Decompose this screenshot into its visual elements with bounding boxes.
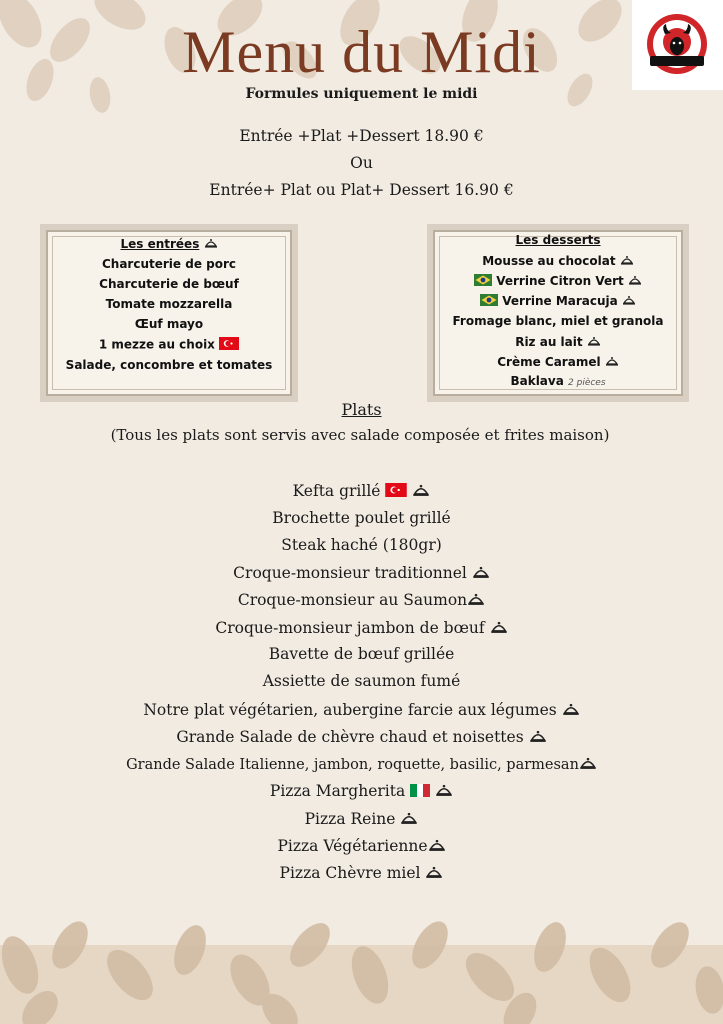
plat-row: [0, 618, 723, 640]
cloche-dish-icon: [587, 334, 601, 351]
cloche-dish-icon: [562, 700, 580, 722]
offer-full: Entrée +Plat +Dessert 18.90 €: [239, 127, 484, 145]
page-title: Menu du Midi: [182, 19, 541, 85]
entree-item: Charcuterie de bœuf: [99, 277, 239, 291]
cloche-dish-icon: [472, 563, 490, 585]
entree-item: Salade, concombre et tomates: [65, 358, 273, 372]
plat-row: [0, 727, 723, 749]
plat-item: Kefta grillé: [292, 482, 381, 500]
cloche-dish-icon: [628, 273, 642, 290]
entrees-heading-row: [46, 236, 292, 253]
turkey-flag-icon: [219, 337, 239, 353]
plat-row: [0, 563, 723, 585]
plats-heading: Plats: [341, 400, 382, 419]
entree-item: Œuf mayo: [134, 317, 204, 331]
dessert-item: Verrine Citron Vert: [496, 274, 624, 288]
desserts-heading: Les desserts: [515, 233, 601, 247]
offer-partial: Entrée+ Plat ou Plat+ Dessert 16.90 €: [209, 181, 514, 199]
plat-row: [0, 754, 723, 776]
plat-item: Pizza Chèvre miel: [279, 864, 421, 882]
dessert-item: Verrine Maracuja: [502, 294, 618, 308]
dessert-item-row: [433, 334, 683, 351]
cloche-dish-icon: [605, 354, 619, 371]
cloche-dish-icon: [467, 590, 485, 612]
italy-flag-icon: [410, 783, 430, 801]
cloche-dish-icon: [435, 781, 453, 803]
plat-row: [0, 700, 723, 722]
dessert-item-row: [433, 354, 683, 371]
cloche-dish-icon: [529, 727, 547, 749]
plat-item: Bavette de bœuf grillée: [268, 645, 455, 663]
dessert-item-row: [433, 374, 683, 388]
dessert-item: Crème Caramel: [497, 355, 601, 369]
cloche-dish-icon: [490, 618, 508, 640]
plat-item: Pizza Reine: [304, 810, 396, 828]
entrees-heading: Les entrées: [120, 237, 200, 251]
offer-or: Ou: [350, 154, 373, 172]
entree-item-mezze-row: [46, 337, 292, 353]
dessert-item-row: [433, 273, 683, 290]
entree-item: Charcuterie de porc: [101, 257, 236, 271]
plat-row: [0, 809, 723, 831]
cloche-dish-icon: [579, 754, 597, 776]
baklava-note: 2 pièces: [568, 378, 606, 388]
plat-item: Assiette de saumon fumé: [262, 672, 461, 690]
plat-item: Croque-monsieur traditionnel: [233, 564, 467, 582]
cloche-dish-icon: [622, 293, 636, 310]
plat-row: [0, 836, 723, 858]
plat-row: [0, 863, 723, 885]
dessert-item: Mousse au chocolat: [482, 254, 616, 268]
cloche-dish-icon: [412, 481, 430, 503]
desserts-box: [427, 224, 689, 402]
turkey-flag-icon: [385, 483, 407, 501]
cloche-dish-icon: [428, 836, 446, 858]
plat-row: [0, 590, 723, 612]
plat-item: Pizza Végétarienne: [277, 837, 428, 855]
dessert-item: Baklava: [510, 374, 564, 388]
plat-item: Steak haché (180gr): [281, 536, 442, 554]
dessert-item: Fromage blanc, miel et granola: [452, 314, 664, 328]
plat-item: Croque-monsieur au Saumon: [237, 591, 468, 609]
plat-item: Grande Salade Italienne, jambon, roquette, basilic, parmesan: [126, 757, 579, 773]
plat-item: Grande Salade de chèvre chaud et noisettes: [176, 728, 524, 746]
page-subtitle: Formules uniquement le midi: [245, 86, 478, 102]
plat-item: Brochette poulet grillé: [272, 509, 451, 527]
leaf-pattern-bottom: [0, 905, 723, 1024]
cloche-dish-icon: [400, 809, 418, 831]
entrees-box: [40, 224, 298, 402]
plat-item: Croque-monsieur jambon de bœuf: [215, 619, 485, 637]
plats-note: (Tous les plats sont servis avec salade composée et frites maison): [110, 426, 610, 444]
plat-row: [0, 481, 723, 503]
dessert-item-row: [433, 293, 683, 310]
brazil-flag-icon: [474, 274, 492, 289]
entree-item: 1 mezze au choix: [98, 337, 215, 352]
plat-row: [0, 781, 723, 803]
dessert-item-row: [433, 253, 683, 270]
dessert-item: Riz au lait: [515, 335, 583, 349]
brazil-flag-icon: [480, 294, 498, 309]
cloche-dish-icon: [204, 236, 218, 253]
entree-item: Tomate mozzarella: [105, 297, 233, 311]
plat-item: Pizza Margherita: [269, 782, 406, 800]
plat-item: Notre plat végétarien, aubergine farcie aux légumes: [143, 701, 557, 719]
cloche-dish-icon: [425, 863, 443, 885]
cloche-dish-icon: [620, 253, 634, 270]
desserts-heading-row: [433, 233, 683, 247]
